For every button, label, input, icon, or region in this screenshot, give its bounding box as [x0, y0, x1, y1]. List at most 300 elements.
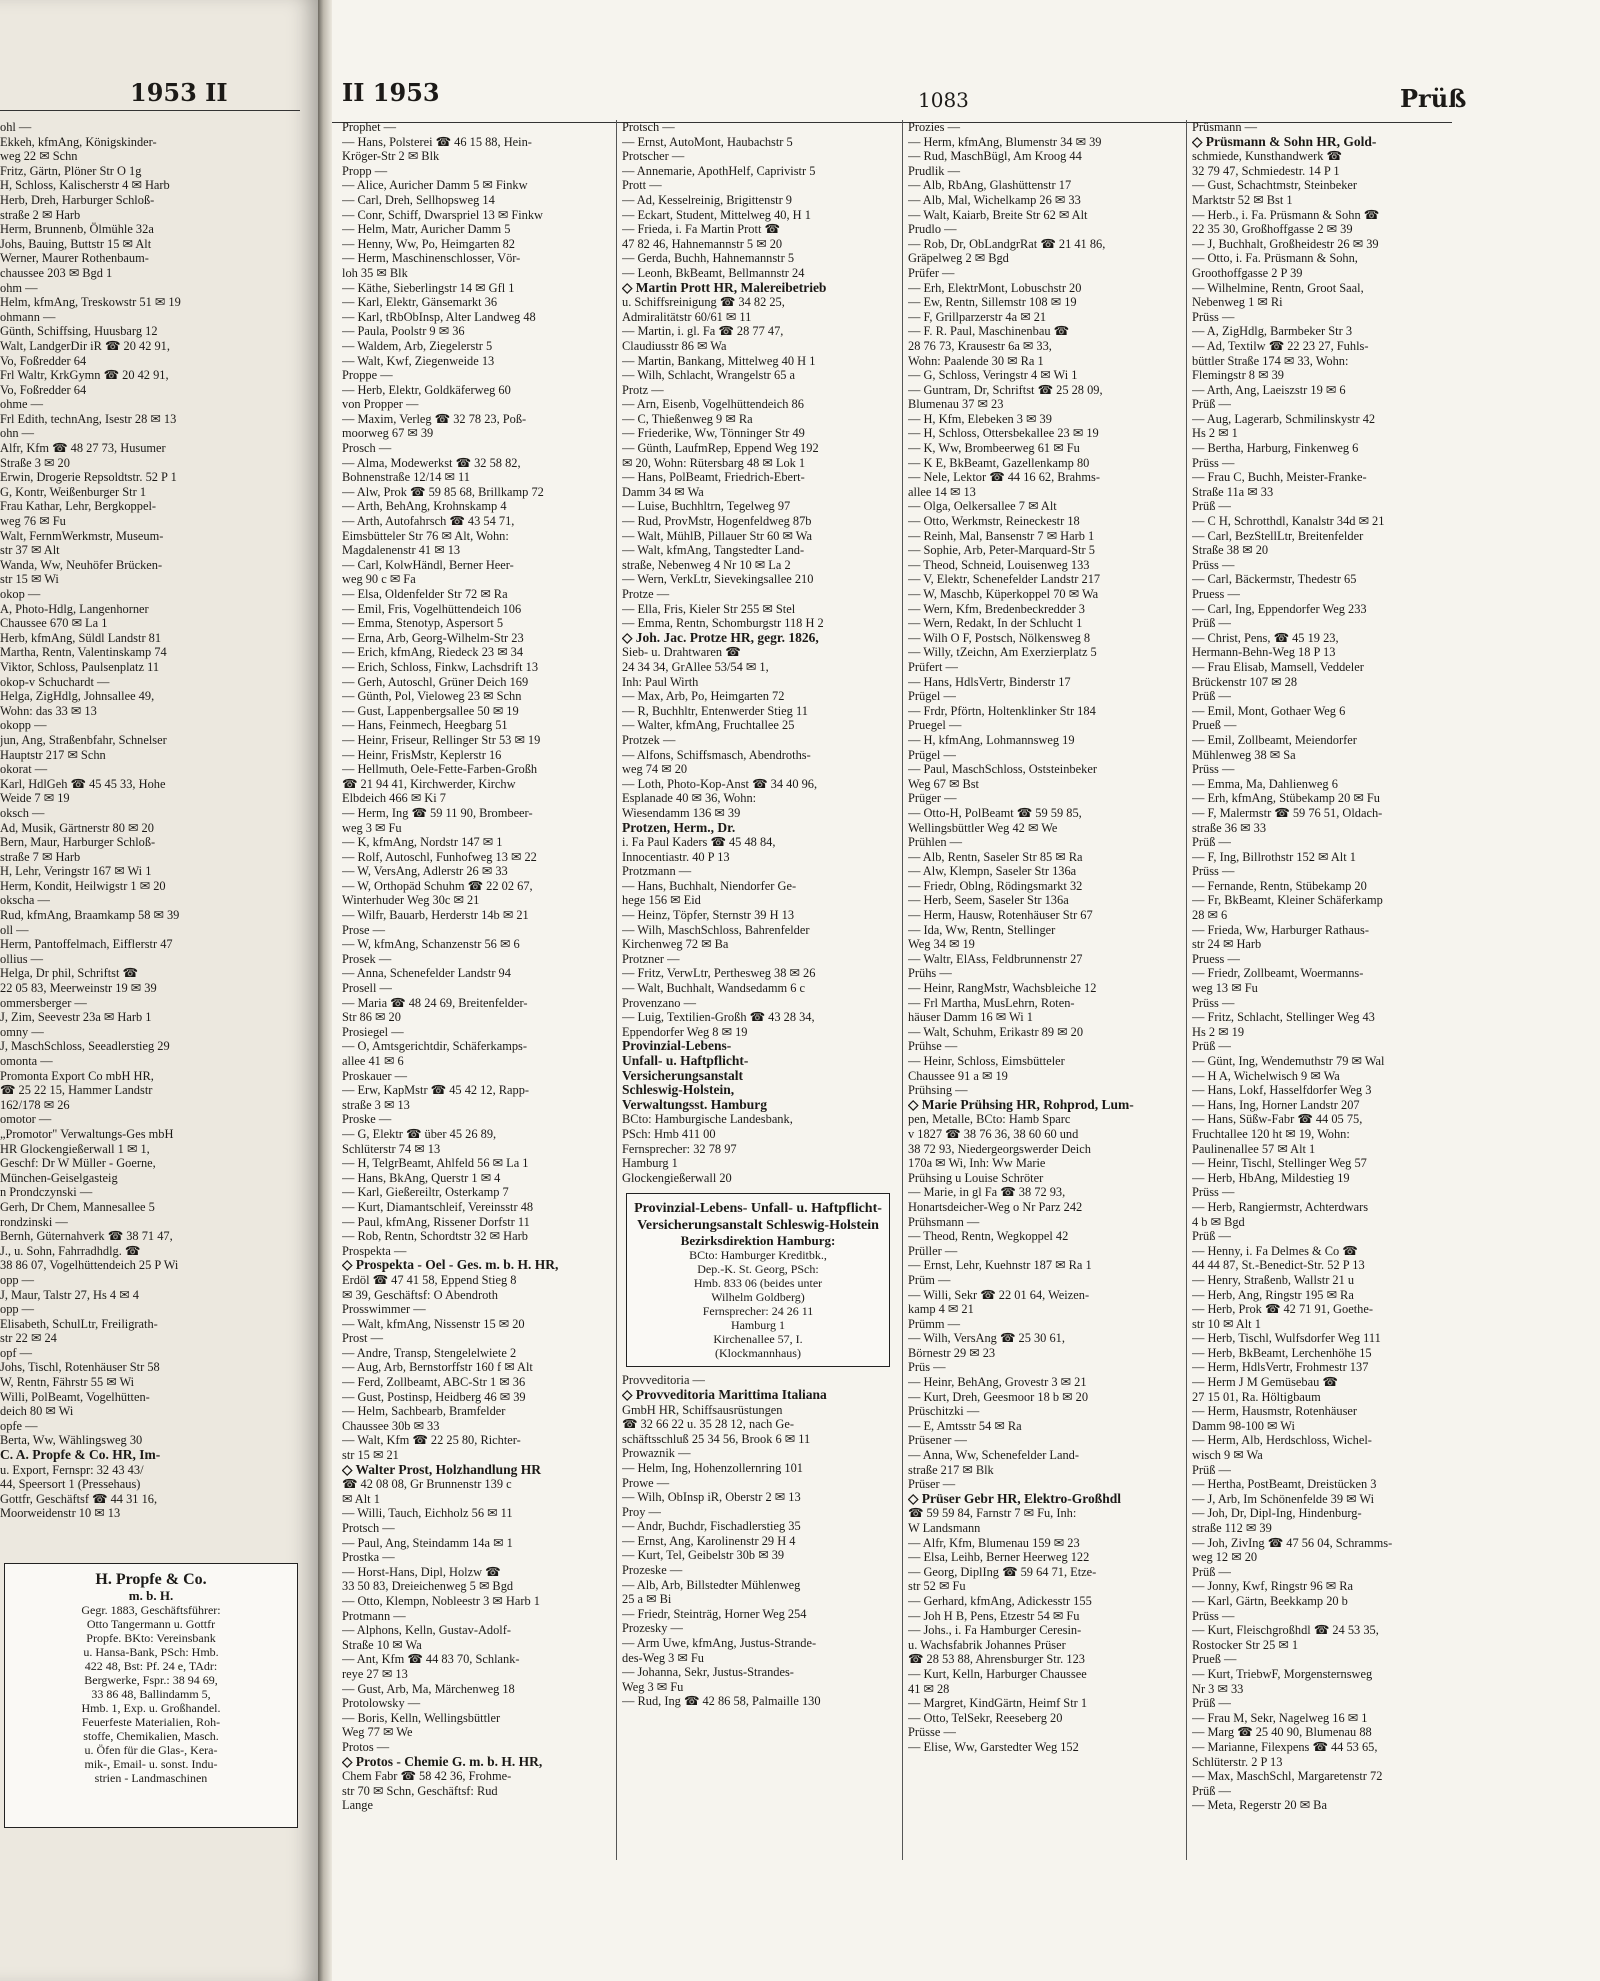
directory-entry: — Heinr, Schloss, Eimsbütteler [908, 1054, 1065, 1068]
directory-entry: ◇ Prospekta - Oel - Ges. m. b. H. HR, [342, 1258, 559, 1273]
directory-entry: — Elise, Ww, Garstedter Weg 152 [908, 1739, 1079, 1754]
directory-entry: — Hans, Buchhalt, Niendorfer Ge- [622, 878, 797, 893]
directory-entry: — Wilh, MaschSchloss, Bahrenfelder [622, 922, 810, 937]
directory-entry: Prüss — [1192, 762, 1235, 777]
directory-entry: Straße 10 ✉ Wa [342, 1637, 422, 1652]
directory-entry: — Carl, Bäckermstr, Thedestr 65 [1192, 572, 1357, 587]
directory-entry: — W, VersAng, Adlerstr 26 ✉ 33 [342, 864, 508, 879]
directory-entry: — F, Ing, Billrothstr 152 ✉ Alt 1 [1192, 849, 1356, 864]
directory-entry: — K, kfmAng, Nordstr 147 ✉ 1 [342, 835, 503, 850]
left-page-header: 1953 II [130, 78, 228, 107]
directory-entry: wisch 9 ✉ Wa [1192, 1448, 1263, 1463]
directory-entry: des-Weg 3 ✉ Fu [622, 1650, 704, 1665]
directory-entry: H, Lehr, Veringstr 167 ✉ Wi 1 [0, 864, 152, 879]
directory-entry: straße 2 ✉ Harb [0, 207, 81, 222]
directory-entry: — Helm, Matr, Auricher Damm 5 [342, 222, 511, 237]
directory-entry: — Gerh, Autoschl, Grüner Deich 169 [342, 674, 529, 689]
directory-entry: Verwaltungsst. Hamburg [622, 1097, 768, 1112]
directory-entry: Protmann — [342, 1608, 406, 1623]
directory-entry: straße, Nebenweg 4 Nr 10 ✉ La 2 [622, 557, 791, 572]
directory-entry: hege 156 ✉ Eid [622, 893, 701, 908]
directory-entry: — F, Malermstr ☎ 59 76 51, Oldach- [1192, 805, 1383, 820]
directory-entry: Prosek — [342, 951, 392, 966]
directory-entry: Proske — [342, 1112, 392, 1127]
directory-entry: Karl, HdlGeh ☎ 45 45 33, Hohe [0, 776, 166, 791]
directory-entry: Prüß — [1192, 1039, 1231, 1054]
directory-entry: — Kurt, Dreh, Geesmoor 18 b ✉ 20 [908, 1389, 1089, 1404]
directory-entry: — W, Maschb, Küperkoppel 70 ✉ Wa [908, 587, 1099, 601]
column-rule-1 [616, 120, 617, 1860]
directory-entry: Prüss — [1192, 309, 1235, 324]
directory-entry: ommersberger — [0, 995, 87, 1010]
directory-entry: — Wilh, ObInsp iR, Oberstr 2 ✉ 13 [622, 1490, 801, 1505]
directory-entry: BCto: Hamburgische Landesbank, [622, 1112, 793, 1127]
directory-entry: Wiesendamm 136 ✉ 39 [622, 805, 741, 820]
directory-entry: — Friedr, Oblng, Rödingsmarkt 32 [908, 878, 1083, 893]
directory-entry: Vo, Foßredder 64 [0, 382, 87, 397]
directory-entry: str 52 ✉ Fu [908, 1579, 966, 1594]
directory-entry: Prüsmann — [1192, 120, 1258, 134]
directory-entry: Herm, Brunnenb, Ölmühle 32a [0, 222, 154, 237]
directory-entry: — Herb, BkBeamt, Lerchenhöhe 15 [1192, 1345, 1372, 1360]
directory-entry: — Theod, Rentn, Wegkoppel 42 [908, 1229, 1069, 1244]
directory-entry: Admiralitätstr 60/61 ✉ 11 [622, 309, 752, 324]
directory-entry: — Herb, Tischl, Wulfsdorfer Weg 111 [1192, 1331, 1381, 1346]
directory-entry: Erwin, Drogerie Repsoldtstr. 52 P 1 [0, 470, 177, 485]
directory-entry: Flemingstr 8 ✉ 39 [1192, 368, 1284, 383]
directory-entry: deich 80 ✉ Wi [0, 1404, 74, 1419]
directory-entry: Protzek — [622, 732, 676, 747]
ad-line: Fernsprecher: 24 26 11 [702, 1304, 814, 1319]
column-2 [622, 120, 896, 1860]
column-rule-2 [902, 120, 903, 1860]
directory-entry: weg 74 ✉ 20 [622, 762, 688, 777]
directory-entry: — Alb, Rentn, Saseler Str 85 ✉ Ra [908, 849, 1083, 864]
directory-entry: ohn — [0, 426, 35, 441]
directory-entry: — Georg, DiplIng ☎ 59 64 71, Etze- [908, 1564, 1097, 1579]
directory-entry: straße 112 ✉ 39 [1192, 1521, 1272, 1535]
directory-entry: — Hans, Polsterei ☎ 46 15 88, Hein- [342, 134, 532, 149]
ad-body [9, 1603, 293, 1785]
directory-entry: Prügel — [908, 689, 956, 704]
directory-entry: Prüß — [1192, 1783, 1231, 1798]
directory-entry: — Walt, MühlB, Pillauer Str 60 ✉ Wa [622, 528, 812, 543]
directory-entry: Blumenau 37 ✉ 23 [908, 397, 1004, 412]
directory-entry: chaussee 203 ✉ Bgd 1 [0, 265, 113, 280]
directory-entry: — Waldem, Arb, Ziegelerstr 5 [342, 338, 493, 353]
directory-entry: — Henny, i. Fa Delmes & Co ☎ [1192, 1243, 1358, 1258]
directory-entry: — Ad, Textilw ☎ 22 23 27, Fuhls- [1192, 338, 1369, 353]
directory-entry: — Rud, ProvMstr, Hogenfeldweg 87b [622, 514, 812, 529]
directory-entry: — Carl, Dreh, Sellhopsweg 14 [342, 192, 495, 207]
directory-entry: — Arth, BehAng, Krohnskamp 4 [342, 499, 507, 514]
directory-entry: Frl Waltr, KrkGymn ☎ 20 42 91, [0, 368, 169, 383]
directory-entry: PSch: Hmb 411 00 [622, 1126, 716, 1141]
directory-entry: 22 35 30, Großhoffgasse 2 ✉ 39 [1192, 222, 1353, 237]
directory-entry: Straße 11a ✉ 33 [1192, 484, 1274, 499]
directory-entry: — Alma, Modewerkst ☎ 32 58 82, [342, 455, 521, 470]
directory-entry: — Frau M, Sekr, Nagelweg 16 ✉ 1 [1192, 1710, 1368, 1725]
directory-entry: — Herb., i. Fa. Prüsmann & Sohn ☎ [1192, 207, 1380, 222]
directory-entry: Provenzano — [622, 995, 696, 1010]
directory-entry: — C, Thießenweg 9 ✉ Ra [622, 411, 753, 426]
directory-entry: v 1827 ☎ 38 76 36, 38 60 60 und [908, 1126, 1079, 1141]
directory-entry: Wohn: das 33 ✉ 13 [0, 703, 97, 718]
directory-entry: — Kurt, Kelln, Harburger Chaussee [908, 1666, 1087, 1681]
directory-entry: — C H, Schrotthdl, Kanalstr 34d ✉ 21 [1192, 514, 1385, 529]
directory-entry: — Arth, Ang, Laeiszstr 19 ✉ 6 [1192, 382, 1346, 397]
directory-entry: ✉ 39, Geschäftsf: O Abendroth [342, 1287, 498, 1302]
directory-entry: — Heinr, RangMstr, Wachsbleiche 12 [908, 981, 1097, 996]
directory-entry: — Heinr, FrisMstr, Keplerstr 16 [342, 747, 502, 762]
directory-entry: — Luise, Buchhltrn, Tegelweg 97 [622, 499, 791, 514]
directory-entry: Weg 77 ✉ We [342, 1725, 413, 1740]
column-1 [342, 120, 610, 1860]
ad-line: u. Hansa-Bank, PSch: Hmb. [83, 1645, 219, 1659]
directory-entry: — Erna, Arb, Georg-Wilhelm-Str 23 [342, 630, 524, 645]
directory-entry: okop-v Schuchardt — [0, 674, 110, 689]
directory-entry: weg 22 ✉ Schn [0, 149, 78, 164]
directory-entry: Weg 34 ✉ 19 [908, 937, 975, 952]
directory-entry: ☎ 42 08 08, Gr Brunnenstr 139 c [342, 1477, 512, 1492]
directory-entry: — Herm, Hausw, Rotenhäuser Str 67 [908, 908, 1093, 923]
directory-entry: — Friedr, Steinträg, Horner Weg 254 [622, 1606, 807, 1621]
directory-entry: — Friederike, Ww, Tönninger Str 49 [622, 426, 805, 441]
directory-entry: Nebenweg 1 ✉ Ri [1192, 295, 1283, 310]
directory-entry: Prühse — [908, 1039, 958, 1054]
directory-entry: Eppendorfer Weg 8 ✉ 19 [622, 1024, 748, 1039]
directory-entry: — Emma, Ma, Dahlienweg 6 [1192, 776, 1338, 791]
directory-entry: Protsch — [622, 120, 675, 134]
directory-entry: — H, kfmAng, Lohmannsweg 19 [908, 732, 1075, 747]
directory-entry: — Otto, i. Fa. Prüsmann & Sohn, [1192, 251, 1358, 266]
directory-entry: — Otto-H, PolBeamt ☎ 59 59 85, [908, 805, 1082, 820]
directory-entry: Prüß — [1192, 616, 1231, 631]
directory-entry: Esplanade 40 ✉ 36, Wohn: [622, 791, 757, 806]
directory-entry: G, Kontr, Weißenburger Str 1 [0, 484, 147, 499]
left-page [0, 0, 320, 1981]
directory-entry: Kirchenweg 72 ✉ Ba [622, 937, 729, 952]
directory-entry: — Conr, Schiff, Dwarspriel 13 ✉ Finkw [342, 207, 544, 222]
directory-entry: Innocentiastr. 40 P 13 [622, 849, 730, 864]
directory-entry: — Rud, MaschBügl, Am Kroog 44 [908, 149, 1082, 164]
directory-entry: — Anna, Schenefelder Landstr 94 [342, 966, 511, 981]
directory-entry: — Hans, PolBeamt, Friedrich-Ebert- [622, 470, 805, 485]
directory-entry: Schlüterstr 74 ✉ 13 [342, 1141, 441, 1156]
directory-entry: — Erich, kfmAng, Riedeck 23 ✉ 34 [342, 645, 524, 660]
directory-entry: — Karl, Elektr, Gänsemarkt 36 [342, 295, 498, 310]
directory-entry: Helga, Dr phil, Schriftst ☎ [0, 966, 138, 981]
directory-entry: — Hans, Süßw-Fabr ☎ 44 05 75, [1192, 1112, 1363, 1127]
directory-entry: — Meta, Regerstr 20 ✉ Ba [1192, 1798, 1327, 1813]
directory-entry: Viktor, Schloss, Paulsenplatz 11 [0, 659, 160, 674]
directory-entry: Johs, Bauing, Buttstr 15 ✉ Alt [0, 236, 152, 251]
directory-entry: — Bertha, Harburg, Finkenweg 6 [1192, 441, 1359, 456]
directory-entry: Prüß — [1192, 397, 1231, 412]
directory-entry: büttler Straße 174 ✉ 33, Wohn: [1192, 353, 1349, 368]
directory-entry: — F. R. Paul, Maschinenbau ☎ [908, 324, 1070, 339]
directory-entry: — Erh, ElektrMont, Lobuschstr 20 [908, 280, 1082, 295]
directory-entry: — Reinh, Mal, Bansenstr 7 ✉ Harb 1 [908, 528, 1095, 543]
directory-entry: schmiede, Kunsthandwerk ☎ [1192, 149, 1342, 164]
provinzial-advertisement [626, 1193, 890, 1367]
ad-line: Bergwerke, Fspr.: 38 94 69, [84, 1673, 218, 1687]
directory-entry: — Erh, kfmAng, Stübekamp 20 ✉ Fu [1192, 791, 1380, 806]
directory-entry: 38 86 07, Vogelhüttendeich 25 P Wi [0, 1258, 179, 1273]
directory-entry: Protzen, Herm., Dr. [622, 820, 736, 835]
directory-entry: — Walt, Kaiarb, Breite Str 62 ✉ Alt [908, 207, 1088, 222]
directory-entry: Prühsmann — [908, 1214, 980, 1229]
directory-entry: 22 05 83, Meerweinstr 19 ✉ 39 [0, 981, 157, 996]
directory-entry: — Maxim, Verleg ☎ 32 78 23, Poß- [342, 411, 527, 426]
directory-entry: — Alb, Mal, Wichelkamp 26 ✉ 33 [908, 192, 1081, 207]
directory-entry: — Andr, Buchdr, Fischadlerstieg 35 [622, 1519, 801, 1534]
directory-entry: — Wilh, VersAng ☎ 25 30 61, [908, 1331, 1065, 1346]
directory-entry: — Wern, Redakt, In der Schlucht 1 [908, 616, 1083, 631]
directory-entry: Prowe — [622, 1475, 670, 1490]
directory-entry: Schleswig-Holstein, [622, 1083, 735, 1098]
directory-entry: Honartsdeicher-Weg o Nr Parz 242 [908, 1199, 1083, 1214]
directory-entry: Mühlenweg 38 ✉ Sa [1192, 747, 1296, 762]
directory-entry: — Ant, Kfm ☎ 44 83 70, Schlank- [342, 1652, 520, 1667]
directory-entry: 41 ✉ 28 [908, 1681, 950, 1696]
directory-entry: Protscher — [622, 149, 685, 164]
directory-entry: — Otto, Werkmstr, Reineckestr 18 [908, 514, 1080, 529]
directory-entry: W Landsmann [908, 1521, 981, 1535]
directory-entry: — Martin, i. gl. Fa ☎ 28 77 47, [622, 324, 784, 339]
directory-entry: — Max, MaschSchl, Margaretenstr 72 [1192, 1769, 1383, 1784]
directory-entry: str 24 ✉ Harb [1192, 937, 1262, 952]
directory-entry: — Walt, Kfm ☎ 22 25 80, Richter- [342, 1433, 521, 1448]
directory-entry: straße 3 ✉ 13 [342, 1097, 410, 1112]
directory-entry: — Emma, Rentn, Schomburgstr 118 H 2 [622, 616, 824, 631]
directory-entry: — Annemarie, ApothHelf, Caprivistr 5 [622, 163, 816, 178]
directory-entry: Damm 98-100 ✉ Wi [1192, 1418, 1295, 1433]
directory-entry: — Eckart, Student, Mittelweg 40, H 1 [622, 207, 811, 222]
directory-entry: — Ernst, Ang, Karolinenstr 29 H 4 [622, 1533, 796, 1548]
directory-entry: — Andre, Transp, Stengelelwiete 2 [342, 1345, 517, 1360]
directory-entry: — Johs., i. Fa Hamburger Ceresin- [908, 1623, 1082, 1638]
directory-entry: okop — [0, 587, 41, 601]
directory-entry: — Wilhelmine, Rentn, Groot Saal, [1192, 280, 1364, 295]
directory-entry: Rostocker Str 25 ✉ 1 [1192, 1637, 1299, 1652]
directory-entry: Prophet — [342, 120, 397, 134]
directory-entry: schäftsschluß 25 34 56, Brook 6 ✉ 11 [622, 1431, 811, 1446]
directory-entry: kamp 4 ✉ 21 [908, 1302, 974, 1317]
directory-entry: Paulinenallee 57 ✉ Alt 1 [1192, 1141, 1316, 1156]
directory-entry: — Helm, Ing, Hohenzollernring 101 [622, 1460, 804, 1475]
directory-entry: — Aug, Arb, Bernstorffstr 160 f ✉ Alt [342, 1360, 533, 1375]
directory-entry: Gottfr, Geschäftsf ☎ 44 31 16, [0, 1491, 158, 1506]
directory-entry: — Hans, Feinmech, Heegbarg 51 [342, 718, 508, 733]
directory-entry: 25 a ✉ Bi [622, 1592, 672, 1607]
ad-line: Gegr. 1883, Geschäftsführer: [81, 1603, 221, 1617]
directory-entry: Marktstr 52 ✉ Bst 1 [1192, 192, 1293, 207]
directory-entry: — Herm, HdlsVertr, Frohmestr 137 [1192, 1360, 1369, 1375]
directory-entry: J, Maur, Talstr 27, Hs 4 ✉ 4 [0, 1287, 139, 1302]
directory-entry: 33 50 83, Dreieichenweg 5 ✉ Bgd [342, 1579, 514, 1594]
directory-entry: Protzner — [622, 951, 680, 966]
directory-entry: — Günth, LaufmRep, Eppend Weg 192 [622, 441, 819, 456]
directory-entry: straße 217 ✉ Blk [908, 1462, 994, 1477]
directory-entry: Werner, Maurer Rothenbaum- [0, 251, 149, 266]
directory-entry: — Karl, Gärtn, Beekkamp 20 b [1192, 1593, 1348, 1608]
directory-entry: Frl Edith, technAng, Isestr 28 ✉ 13 [0, 411, 177, 426]
directory-entry: — J, Buchhalt, Großheidestr 26 ✉ 39 [1192, 236, 1379, 251]
provinzial-ad-title: Provinzial-Lebens- Unfall- u. Haftpflicht- Versicherungsanstalt Schleswig-Holstein [634, 1201, 882, 1234]
directory-entry: Prueß — [1192, 718, 1237, 733]
directory-entry: Herb, Dreh, Harburger Schloß- [0, 192, 155, 207]
directory-entry: — Waltr, ElAss, Feldbrunnenstr 27 [908, 951, 1083, 966]
directory-entry: Pruegel — [908, 718, 962, 733]
directory-entry: Prozies — [908, 120, 960, 134]
directory-entry: Prüm — [908, 1272, 951, 1287]
directory-entry: Hamburg 1 [622, 1156, 678, 1171]
directory-entry: — Gust, Lappenbergsallee 50 ✉ 19 [342, 703, 519, 718]
directory-entry: Prose — [342, 922, 386, 937]
directory-entry: Hermann-Behn-Weg 18 P 13 [1192, 645, 1336, 660]
directory-entry: — Jonny, Kwf, Ringstr 96 ✉ Ra [1192, 1579, 1354, 1594]
directory-entry: Günth, Schiffsing, Huusbarg 12 [0, 324, 158, 339]
directory-entry: ◇ Prüsmann & Sohn HR, Gold- [1192, 134, 1377, 149]
directory-entry: Prüß — [1192, 1462, 1231, 1477]
directory-entry: Chaussee 91 a ✉ 19 [908, 1068, 1008, 1083]
directory-entry: — Gust, Postinsp, Heidberg 46 ✉ 39 [342, 1389, 526, 1404]
ad-line: BCto: Hamburger Kreditbk., [689, 1248, 827, 1263]
directory-entry: — Herm, Ing ☎ 59 11 90, Brombeer- [342, 805, 533, 820]
directory-entry: str 70 ✉ Schn, Geschäftsf: Rud [342, 1783, 498, 1798]
directory-entry: — K E, BkBeamt, Gazellenkamp 80 [908, 455, 1090, 470]
directory-entry: — Marie, in gl Fa ☎ 38 72 93, [908, 1185, 1066, 1200]
directory-entry: — Frieda, i. Fa Martin Prott ☎ [622, 222, 780, 237]
directory-entry: Walt, FernmWerkmstr, Museum- [0, 528, 164, 543]
directory-entry: — Fr, BkBeamt, Kleiner Schäferkamp [1192, 893, 1383, 908]
directory-entry: 4 b ✉ Bgd [1192, 1214, 1245, 1229]
directory-entry: Hs 2 ✉ 19 [1192, 1024, 1245, 1039]
directory-entry: Helga, ZigHdlg, Johnsallee 49, [0, 689, 155, 704]
directory-entry: Prudlo — [908, 222, 957, 237]
directory-entry: Pruess — [1192, 587, 1240, 601]
directory-entry: Bohnenstraße 12/14 ✉ 11 [342, 470, 470, 485]
directory-entry: — Rolf, Autoschl, Funhofweg 13 ✉ 22 [342, 849, 537, 864]
directory-entry: — Alphons, Kelln, Gustav-Adolf- [342, 1623, 511, 1638]
directory-entry: von Propper — [342, 397, 419, 412]
directory-entry: Eimsbütteler Str 76 ✉ Alt, Wohn: [342, 528, 509, 543]
directory-entry: — Walt, kfmAng, Tangstedter Land- [622, 543, 805, 558]
directory-entry: — Ad, Kesselreinig, Brigittenstr 9 [622, 192, 793, 207]
directory-entry: — Paul, Ang, Steindamm 14a ✉ 1 [342, 1535, 513, 1550]
directory-entry: J., u. Sohn, Fahrradhdlg. ☎ [0, 1243, 141, 1258]
directory-entry: Prühs — [908, 966, 952, 981]
ad-line: strien - Landmaschinen [94, 1771, 208, 1785]
directory-entry: — A, ZigHdlg, Barmbeker Str 3 [1192, 324, 1353, 339]
directory-entry: Prüfer — [908, 265, 955, 280]
directory-entry: n Prondczynski — [0, 1185, 93, 1200]
directory-entry: — Elsa, Oldenfelder Str 72 ✉ Ra [342, 587, 508, 601]
directory-entry: Gerh, Dr Chem, Mannesallee 5 [0, 1199, 155, 1214]
ad-line: 422 48, Bst: Pf. 24 e, TAdr: [84, 1659, 218, 1673]
column-2-entries-continued [622, 1373, 896, 1709]
directory-entry: — Frl Martha, MusLehrn, Roten- [908, 995, 1075, 1010]
directory-entry: Prudlik — [908, 163, 960, 178]
directory-entry: Brückenstr 107 ✉ 28 [1192, 674, 1298, 689]
directory-entry: oll — [0, 922, 29, 937]
directory-entry: Protz — [622, 382, 664, 397]
directory-entry: Geschf: Dr W Müller - Goerne, [0, 1156, 156, 1171]
ad-line: Feuerfeste Materialien, Roh- [81, 1715, 221, 1729]
directory-entry: Wellingsbüttler Weg 42 ✉ We [908, 820, 1058, 835]
directory-entry: Prost — [342, 1331, 383, 1346]
directory-entry: — O, Amtsgerichtdir, Schäferkamps- [342, 1039, 527, 1054]
directory-entry: reye 27 ✉ 13 [342, 1666, 408, 1681]
directory-entry: — Arn, Eisenb, Vogelhüttendeich 86 [622, 397, 804, 412]
directory-entry: — Hellmuth, Oele-Fette-Farben-Großh [342, 762, 538, 777]
ad-line: 33 86 48, Ballindamm 5, [91, 1687, 211, 1701]
column-2-entries [622, 120, 896, 1185]
directory-entry: — Willi, Sekr ☎ 22 01 64, Weizen- [908, 1287, 1090, 1302]
directory-entry: oksch — [0, 805, 45, 820]
directory-entry: Prüsse — [908, 1725, 956, 1740]
directory-entry: — Henny, Ww, Po, Heimgarten 82 [342, 236, 515, 251]
directory-entry: Rud, kfmAng, Braamkamp 58 ✉ 39 [0, 908, 180, 923]
directory-entry: ☎ 28 53 88, Ahrensburger Str. 123 [908, 1652, 1085, 1667]
directory-entry: 44, Speersort 1 (Pressehaus) [0, 1477, 141, 1492]
directory-entry: Chaussee 30b ✉ 33 [342, 1418, 440, 1433]
directory-entry: Promonta Export Co mbH HR, [0, 1068, 154, 1083]
directory-entry: ollius — [0, 951, 44, 966]
directory-entry: — Emil, Zollbeamt, Meiendorfer [1192, 732, 1357, 747]
page-number: 1083 [918, 88, 969, 112]
directory-entry: jun, Ang, Straßenbfahr, Schnelser [0, 732, 167, 747]
directory-entry: u. Schiffsreinigung ☎ 34 82 25, [622, 295, 785, 310]
directory-entry: ◇ Marie Prühsing HR, Rohprod, Lum- [908, 1097, 1134, 1112]
directory-entry: Hs 2 ✉ 1 [1192, 426, 1238, 441]
directory-entry: — Kurt, Diamantschleif, Vereinsstr 48 [342, 1199, 534, 1214]
directory-entry: Chem Fabr ☎ 58 42 36, Frohme- [342, 1769, 512, 1784]
directory-entry: Alfr, Kfm ☎ 48 27 73, Husumer [0, 441, 166, 456]
ad-line: Otto Tangermann u. Gottfr [86, 1617, 216, 1631]
directory-entry: u. Export, Fernspr: 32 43 43/ [0, 1462, 144, 1477]
directory-entry: — Fritz, VerwLtr, Perthesweg 38 ✉ 26 [622, 966, 816, 981]
directory-entry: Fruchtallee 120 ht ✉ 19, Wohn: [1192, 1126, 1350, 1141]
directory-entry: Prüss — [1192, 1185, 1235, 1200]
directory-entry: Herm, Pantoffelmach, Eifflerstr 47 [0, 937, 173, 952]
directory-entry: Walt, LandgerDir iR ☎ 20 42 91, [0, 338, 170, 353]
directory-entry: — Paul, kfmAng, Rissener Dorfstr 11 [342, 1214, 530, 1229]
directory-entry: — W, Orthopäd Schuhm ☎ 22 02 67, [342, 878, 533, 893]
left-header-rule [0, 110, 300, 111]
directory-entry: häuser Damm 16 ✉ Wi 1 [908, 1010, 1033, 1025]
directory-entry: Prüfert — [908, 659, 958, 674]
directory-entry: Kröger-Str 2 ✉ Blk [342, 149, 440, 164]
directory-entry: okorat — [0, 762, 48, 777]
directory-entry: Protos — [342, 1739, 390, 1754]
directory-entry: — Luig, Textilien-Großh ☎ 43 28 34, [622, 1010, 815, 1025]
directory-entry: Protsch — [342, 1521, 395, 1535]
directory-entry: — Friedr, Zollbeamt, Woermanns- [1192, 966, 1364, 981]
directory-entry: — Alfons, Schiffsmasch, Abendroths- [622, 747, 811, 762]
directory-entry: — Ernst, Lehr, Kuehnstr 187 ✉ Ra 1 [908, 1258, 1092, 1273]
directory-entry: — Hans, BkAng, Querstr 1 ✉ 4 [342, 1170, 501, 1185]
directory-entry: Provinzial-Lebens- [622, 1039, 732, 1054]
directory-entry: Propp — [342, 163, 388, 178]
directory-entry: — Paul, MaschSchloss, Oststeinbeker [908, 762, 1097, 777]
directory-entry: Prüss — [1192, 1608, 1235, 1623]
directory-entry: — Alb, Arb, Billstedter Mühlenweg [622, 1577, 801, 1592]
directory-entry: — Willi, Tauch, Eichholz 56 ✉ 11 [342, 1506, 513, 1521]
ad-title: H. Propfe & Co. [95, 1571, 207, 1588]
directory-entry: — Willy, tZeichn, Am Exerzierplatz 5 [908, 645, 1097, 660]
